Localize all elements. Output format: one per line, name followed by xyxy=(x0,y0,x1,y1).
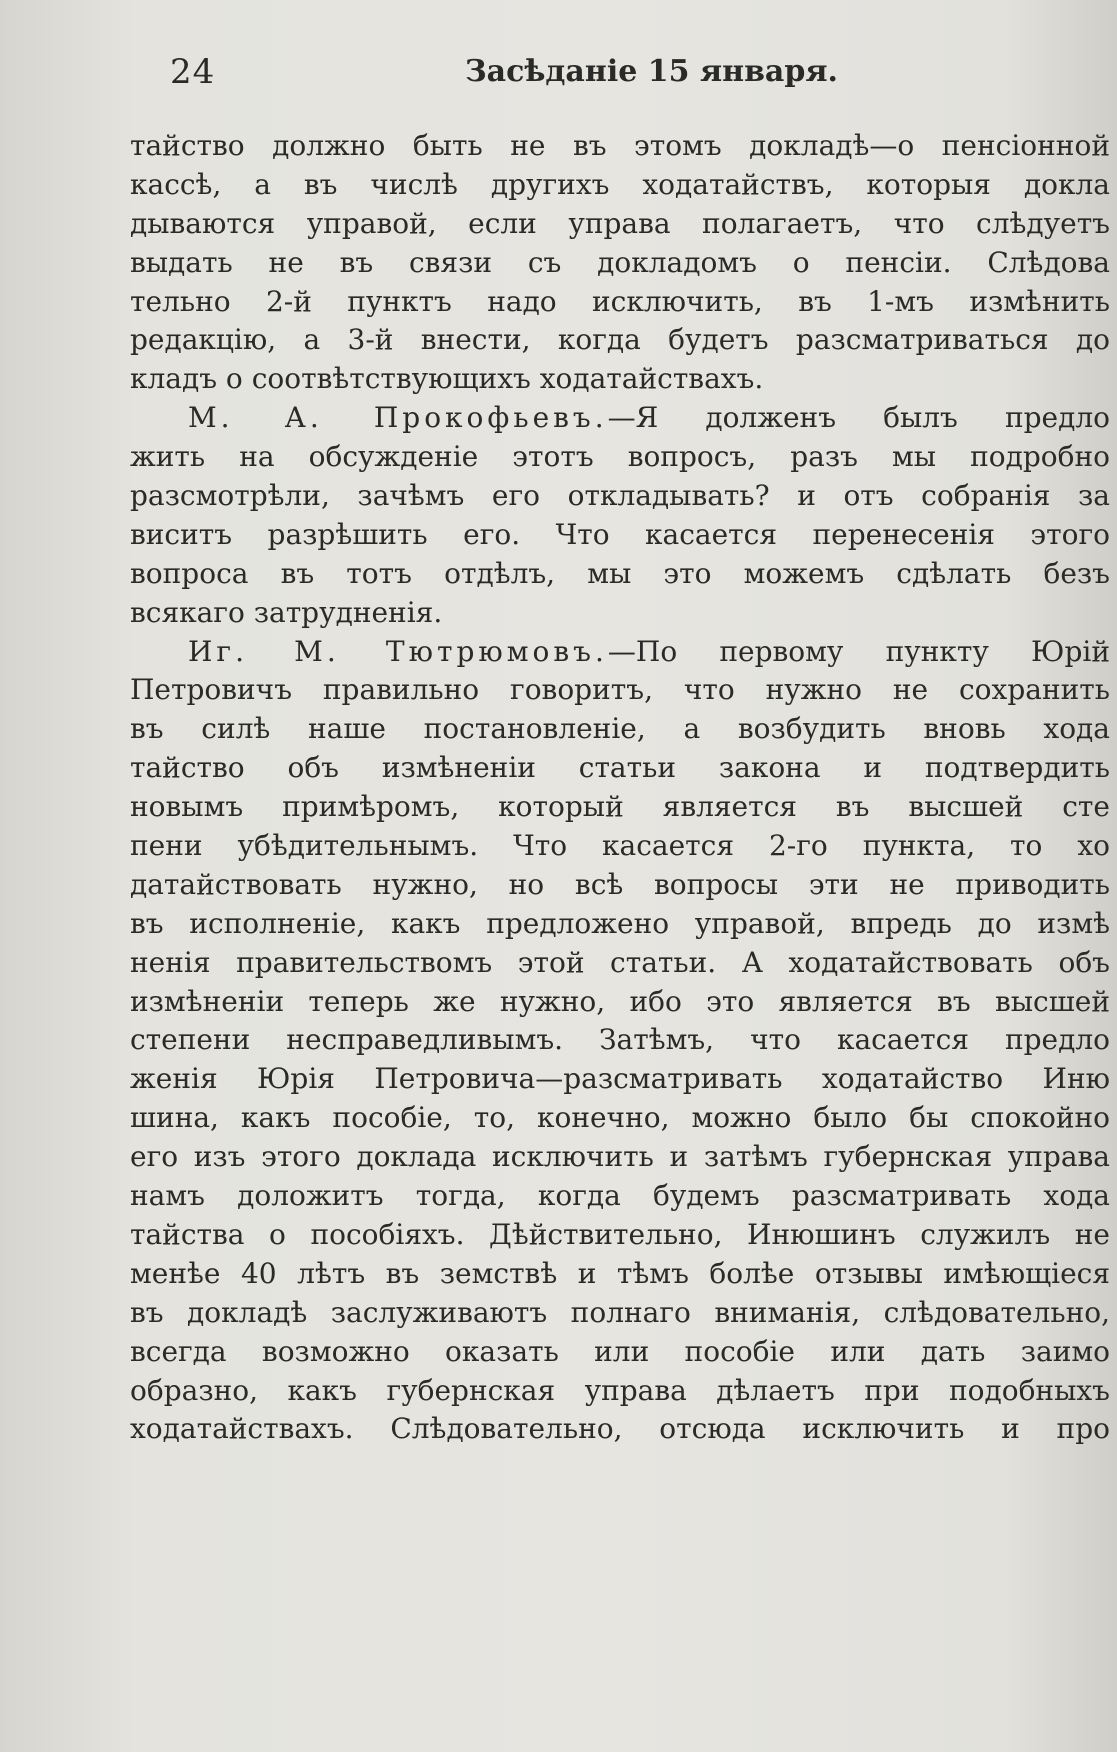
text-line: виситъ разрѣшить его. Что касается перенесенія этого xyxy=(130,517,1110,551)
page-number: 24 xyxy=(170,52,216,92)
text-line: кассѣ, а въ числѣ другихъ ходатайствъ, которыя докла xyxy=(130,167,1110,201)
text-line: въ докладѣ заслуживаютъ полнаго вниманія, слѣдовательно, xyxy=(130,1295,1110,1329)
text-line: измѣненіи теперь же нужно, ибо это является въ высшей xyxy=(130,984,1110,1018)
text-line: новымъ примѣромъ, который является въ высшей сте xyxy=(130,790,1110,824)
body-text xyxy=(130,127,1110,1449)
text-line: выдать не въ связи съ докладомъ о пенсіи. Слѣдова xyxy=(130,245,1110,279)
speaker-name: М. А. Прокофьевъ. xyxy=(188,401,608,435)
text-line: намъ доложитъ тогда, когда будемъ разсматривать хода xyxy=(130,1179,1110,1213)
speech-text: —Я долженъ былъ предло xyxy=(607,401,1110,435)
text-line: тайство объ измѣненіи статьи закона и подтвердить xyxy=(130,751,1110,785)
text-line: всегда возможно оказать или пособіе или дать заимо xyxy=(130,1334,1110,1368)
speech-line xyxy=(130,399,1110,438)
text-line: тайства о пособіяхъ. Дѣйствительно, Инюшинъ служилъ не xyxy=(130,1217,1110,1251)
text-line: въ силѣ наше постановленіе, а возбудить вновь хода xyxy=(130,712,1110,746)
text-line: ходатайствахъ. Слѣдовательно, отсюда исключить и про xyxy=(130,1412,1110,1446)
text-line: тельно 2-й пунктъ надо исключить, въ 1-мъ измѣнить xyxy=(130,284,1110,318)
text-line: кладъ о соотвѣтствующихъ ходатайствахъ. xyxy=(130,362,764,396)
speaker-name: Иг. М. Тютрюмовъ. xyxy=(188,634,608,668)
text-line: дываются управой, если управа полагаетъ, что слѣдуетъ xyxy=(130,206,1110,240)
text-line: образно, какъ губернская управа дѣлаетъ при подобныхъ xyxy=(130,1373,1110,1407)
text-line: жить на обсужденіе этотъ вопросъ, разъ мы подробно xyxy=(130,440,1110,474)
text-line: всякаго затрудненія. xyxy=(130,595,443,629)
text-line: пени убѣдительнымъ. Что касается 2-го пункта, то хо xyxy=(130,829,1110,863)
text-line: датайствовать нужно, но всѣ вопросы эти не приводить xyxy=(130,867,1110,901)
text-line: его изъ этого доклада исключить и затѣмъ губернская управа xyxy=(130,1140,1110,1174)
text-line: разсмотрѣли, зачѣмъ его откладывать? и отъ собранія за xyxy=(130,479,1110,513)
text-line: ненія правительствомъ этой статьи. А ходатайствовать объ xyxy=(130,945,1110,979)
text-line: женія Юрія Петровича—разсматривать ходатайство Иню xyxy=(130,1062,1110,1096)
speech-line xyxy=(130,633,1110,672)
text-line: менѣе 40 лѣтъ въ земствѣ и тѣмъ болѣе отзывы имѣющіеся xyxy=(130,1256,1110,1290)
speech-text: —По первому пункту Юрій xyxy=(607,634,1110,668)
text-line: степени несправедливымъ. Затѣмъ, что касается предло xyxy=(130,1023,1110,1057)
text-line: тайство должно быть не въ этомъ докладѣ—о пенсіонной xyxy=(130,129,1110,162)
text-line: Петровичъ правильно говоритъ, что нужно не сохранить xyxy=(130,673,1110,707)
text-line: редакцію, а 3-й внести, когда будетъ разсматриваться до xyxy=(130,323,1110,357)
running-title: Засѣданіе 15 января. xyxy=(465,54,838,89)
page-header xyxy=(170,52,838,102)
text-line: вопроса въ тотъ отдѣлъ, мы это можемъ сдѣлать безъ xyxy=(130,556,1110,590)
text-line: шина, какъ пособіе, то, конечно, можно было бы спокойно xyxy=(130,1101,1110,1135)
text-line: въ исполненіе, какъ предложено управой, впредь до измѣ xyxy=(130,906,1110,940)
